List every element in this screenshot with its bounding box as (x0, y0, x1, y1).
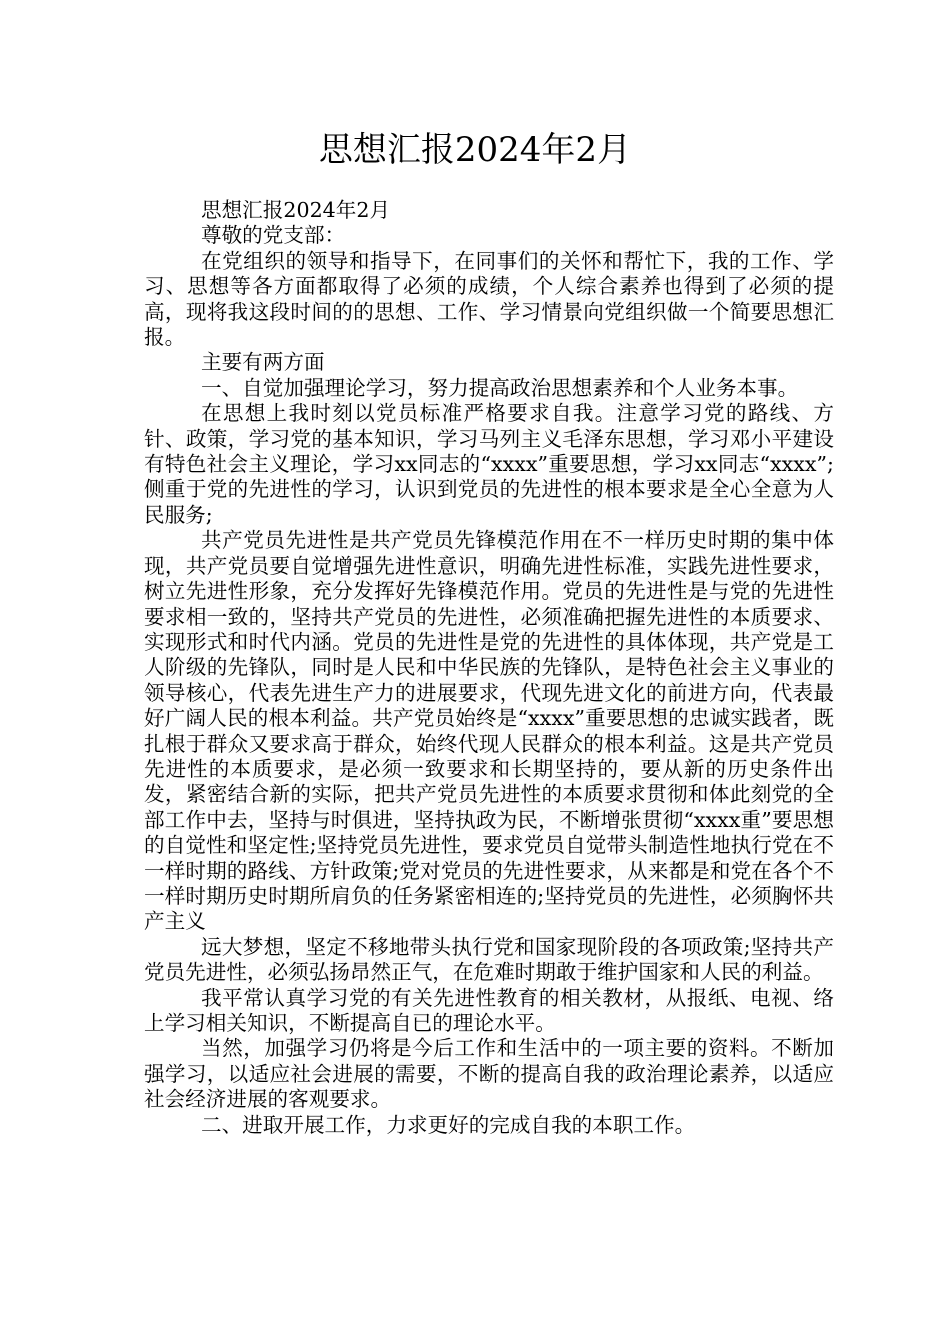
document-title: 思想汇报2024年2月 (318, 130, 632, 170)
paragraph-intro: 在党组织的领导和指导下，在同事们的关怀和帮忙下，我的工作、学习、思想等各方面都取得了必须的成绩，个人综合素养也得到了必须的提高，现将我这段时间的的思想、工作、学习情景向党组织做一个简要思想汇报。 (144, 248, 834, 350)
paragraph-advancement: 共产党员先进性是共产党员先锋模范作用在不一样历史时期的集中体现，共产党员要自觉增强先进性意识，明确先进性标准，实践先进性要求，树立先进性形象，充分发挥好先锋模范作用。党员的先进性是与党的先进性要求相一致的，坚持共产党员的先进性，必须准确把握先进性的本质要求、实现形式和时代内涵。党员的先进性是党的先进性的具体体现，共产党是工人阶级的先锋队，同时是人民和中华民族的先锋队，是特色社会主义事业的领导核心，代表先进生产力的进展要求，代现先进文化的前进方向，代表最好广阔人民的根本利益。共产党员始终是“xxxx”重要思想的忠诚实践者，既扎根于群众又要求高于群众，始终代现人民群众的根本利益。这是共产党员先进性的本质要求，是必须一致要求和长期坚持的，要从新的历史条件出发，紧密结合新的实际，把共产党员先进性的本质要求贯彻和体此刻党的全部工作中去，坚持与时俱进，坚持执政为民，不断增张贯彻“xxxx重”要思想的自觉性和坚定性;坚持党员先进性，要求党员自觉带头制造性地执行党在不一样时期的路线、方针政策;党对党员的先进性要求，从来都是和党在各个不一样时期历史时期所肩负的任务紧密相连的;坚持党员的先进性，必须胸怀共产主义 (144, 528, 834, 934)
paragraph-overview: 主要有两方面 (201, 350, 325, 375)
paragraph-section-two-heading: 二、进取开展工作，力求更好的完成自我的本职工作。 (201, 1112, 696, 1137)
paragraph-study: 我平常认真学习党的有关先进性教育的相关教材，从报纸、电视、络上学习相关知识，不断提高自已的理论水平。 (144, 985, 834, 1035)
paragraph-ideals: 远大梦想，坚定不移地带头执行党和国家现阶段的各项政策;坚持共产党员先进性，必须弘扬昂然正气，在危难时期敢于维护国家和人民的利益。 (144, 934, 834, 985)
document-body (144, 198, 834, 1138)
paragraph-salutation: 尊敬的党支部： (201, 223, 346, 248)
paragraph-section-one-heading: 一、自觉加强理论学习，努力提高政治思想素养和个人业务本事。 (201, 375, 799, 400)
paragraph-ideology: 在思想上我时刻以党员标准严格要求自我。注意学习党的路线、方针、政策，学习党的基本知识，学习马列主义毛泽东思想，学习邓小平建设有特色社会主义理论，学习xx同志的“xxxx”重要思想，学习xx同志“xxxx”;侧重于党的先进性的学习，认识到党员的先进性的根本要求是全心全意为人民服务; (144, 401, 834, 527)
paragraph-continue-learning: 当然，加强学习仍将是今后工作和生活中的一项主要的资料。不断加强学习，以适应社会进展的需要，不断的提高自我的政治理论素养，以适应社会经济进展的客观要求。 (144, 1036, 834, 1112)
paragraph-heading-date: 思想汇报2024年2月 (201, 198, 391, 222)
